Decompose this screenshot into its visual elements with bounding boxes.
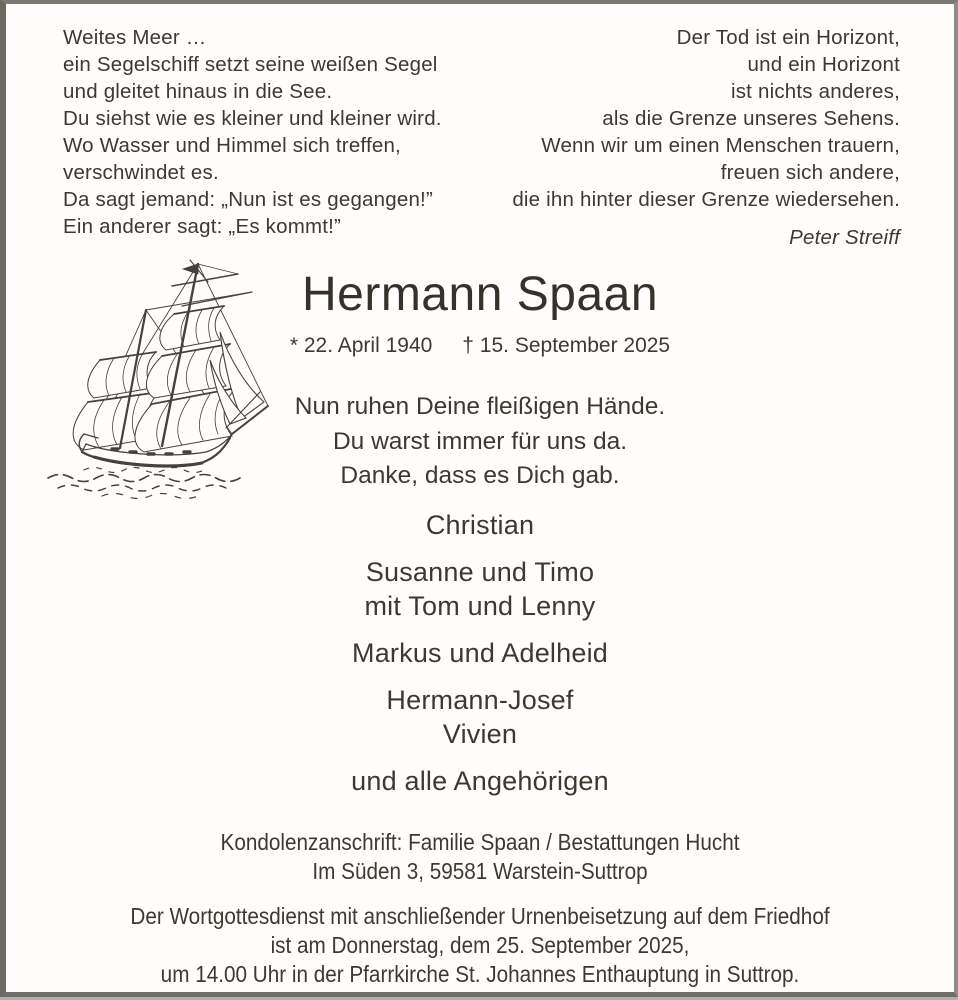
quote-attribution: Peter Streiff xyxy=(789,226,900,249)
quote-line: Der Tod ist ein Horizont, xyxy=(676,26,900,49)
quote-line: freuen sich andere, xyxy=(720,161,900,184)
quote-line: die ihn hinter dieser Grenze wiedersehen. xyxy=(512,188,900,211)
mourners-list xyxy=(6,508,954,798)
service-line: um 14.00 Uhr in der Pfarrkirche St. Johannes Enthauptung in Suttrop. xyxy=(160,961,800,987)
opening-poem xyxy=(63,24,442,240)
funeral-service-info xyxy=(6,902,954,989)
service-line: ist am Donnerstag, dem 25. September 2025, xyxy=(270,932,690,958)
poem-line: Weites Meer … xyxy=(63,26,207,49)
poem-line: verschwindet es. xyxy=(63,161,219,184)
quote-line: als die Grenze unseres Sehens. xyxy=(602,107,900,130)
birth-date: * 22. April 1940 xyxy=(289,334,433,357)
deceased-name: Hermann Spaan xyxy=(301,268,659,321)
poem-line: Da sagt jemand: „Nun ist es gegangen!” xyxy=(63,188,433,211)
service-line: Der Wortgottesdienst mit anschließender Urnenbeisetzung auf dem Friedhof xyxy=(130,903,830,929)
mourner-line: mit Tom und Lenny xyxy=(364,591,596,621)
horizon-quote xyxy=(512,24,900,251)
condolence-address xyxy=(6,828,954,886)
mourner-line: Hermann-Josef xyxy=(386,685,574,715)
poem-line: ein Segelschiff setzt seine weißen Segel xyxy=(63,53,438,76)
life-dates xyxy=(6,334,954,358)
poem-line: Wo Wasser und Himmel sich treffen, xyxy=(63,134,401,157)
quote-line: Wenn wir um einen Menschen trauern, xyxy=(541,134,900,157)
mourner-line: und alle Angehörigen xyxy=(351,766,609,796)
death-date: † 15. September 2025 xyxy=(462,334,671,357)
verse-line: Du warst immer für uns da. xyxy=(332,427,628,455)
memorial-verse xyxy=(6,390,954,494)
quote-line: ist nichts anderes, xyxy=(730,80,900,103)
mourner-line: Markus und Adelheid xyxy=(352,638,608,668)
verse-line: Nun ruhen Deine fleißigen Hände. xyxy=(294,393,666,420)
poem-line: Ein anderer sagt: „Es kommt!” xyxy=(63,215,342,238)
mourner-line: Susanne und Timo xyxy=(365,557,595,587)
mourner-line: Christian xyxy=(425,510,535,540)
condolence-line: Kondolenzanschrift: Familie Spaan / Bestattungen Hucht xyxy=(220,829,740,855)
mourner-line: Vivien xyxy=(442,719,518,749)
condolence-line: Im Süden 3, 59581 Warstein-Suttrop xyxy=(312,858,648,884)
verse-line: Danke, dass es Dich gab. xyxy=(340,462,620,489)
poem-line: und gleitet hinaus in die See. xyxy=(63,80,333,103)
quote-line: und ein Horizont xyxy=(747,53,900,76)
poem-line: Du siehst wie es kleiner und kleiner wird. xyxy=(63,107,442,130)
